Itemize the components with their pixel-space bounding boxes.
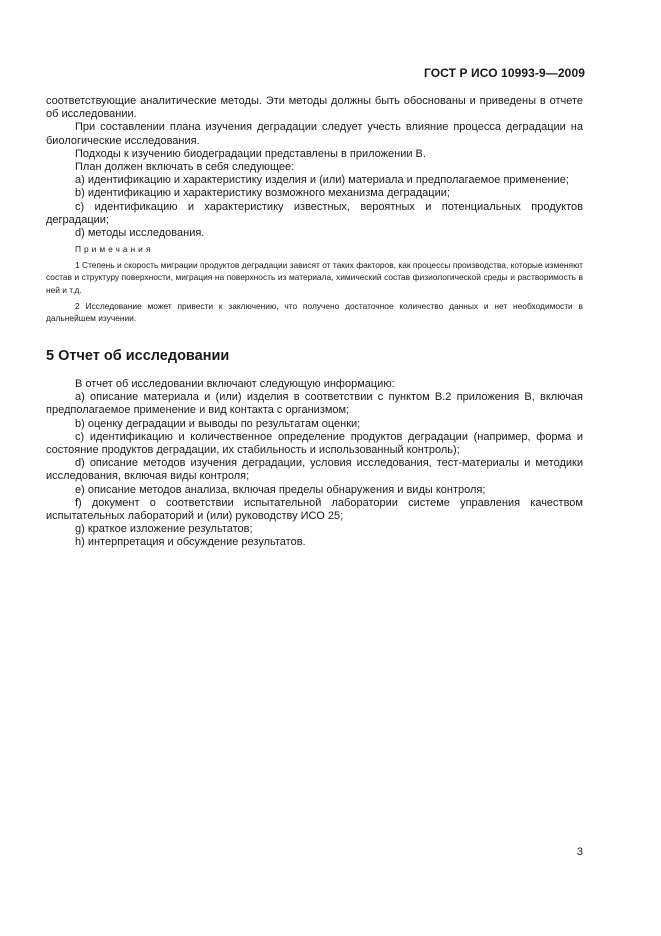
- notes-title: Примечания: [75, 244, 154, 255]
- report-item-d: d) описание методов изучения деградации, условия исследования, тест-материалы и методики исследования, включая виды контроля;: [46, 457, 583, 483]
- page-number: 3: [576, 846, 583, 858]
- report-item-e: e) описание методов анализа, включая пределы обнаружения и виды контроля;: [75, 483, 486, 496]
- document-code: ГОСТ Р ИСО 10993-9—2009: [423, 66, 585, 80]
- page-content: [46, 95, 583, 550]
- report-item-b: b) оценку деградации и выводы по результатам оценки;: [75, 417, 361, 430]
- plan-item-b: b) идентификацию и характеристику возможного механизма деградации;: [75, 187, 450, 200]
- report-item-c: c) идентификацию и количественное определение продуктов деградации (например, форма и состояние продуктов деградации, их стабильность и использованный контроль);: [46, 430, 583, 457]
- report-item-g: g) краткое изложение результатов;: [75, 523, 253, 536]
- paragraph-plan-includes: План должен включать в себя следующее:: [75, 161, 295, 174]
- report-item-h: h) интерпретация и обсуждение результатов.: [75, 536, 306, 549]
- report-item-a: a) описание материала и (или) изделия в соответствии с пунктом B.2 приложения B, включая предполагаемое применение и вид контакта с организмом;: [46, 391, 583, 417]
- plan-item-d: d) методы исследования.: [75, 227, 205, 240]
- plan-item-c: c) идентификацию и характеристику известных, вероятных и потенциальных продуктов деградации;: [46, 200, 583, 226]
- note-1: 1 Степень и скорость миграции продуктов деградации зависят от таких факторов, как процессы производства, которые изменяют состав и структуру поверхности, миграция на поверхность из материала, химический состав физиологической среды и растворимость в ней и т.д.: [46, 259, 583, 296]
- notes-block: [46, 243, 583, 325]
- paragraph-plan: При составлении плана изучения деградации следует учесть влияние процесса деградации на биологические исследования.: [46, 121, 583, 147]
- paragraph-methods: соответствующие аналитические методы. Эти методы должны быть обоснованы и приведены в отчете об исследовании.: [46, 95, 583, 121]
- section-5-heading: 5 Отчет об исследовании: [46, 347, 230, 364]
- paragraph-approaches: Подходы к изучению биодеградации представлены в приложении B.: [75, 147, 426, 160]
- note-2: 2 Исследование может привести к заключению, что получено достаточное количество данных и нет необходимости в дальнейшем изучении.: [46, 300, 583, 324]
- section-5-intro: В отчет об исследовании включают следующую информацию:: [75, 378, 395, 390]
- report-item-f: f) документ о соответствии испытательной лаборатории системе управления качеством испытательных лабораторий и (или) руководству ИСО 25;: [46, 496, 583, 523]
- plan-item-a: a) идентификацию и характеристику изделия и (или) материала и предполагаемое применение;: [75, 174, 569, 187]
